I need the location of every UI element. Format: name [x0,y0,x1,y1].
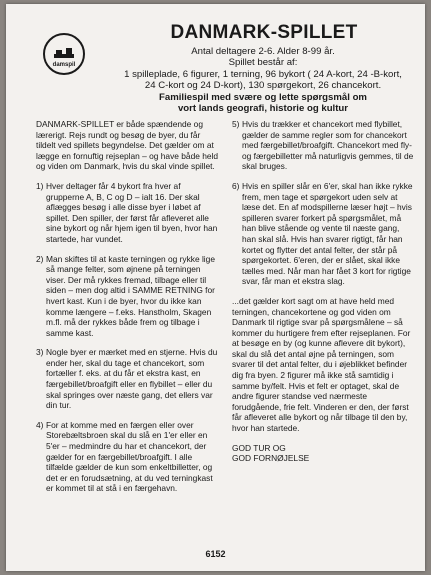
sign-off [232,443,414,464]
rule-item [232,181,414,287]
rule-item [36,254,219,339]
rule-text: Hvis du trækker et chancekort med flybillet, gælder de samme regler som for chancekort med færgebillet/broafgift. Chancekort med fly- og færgebilletter må naturligvis gemmes, til de skal bruges. [242,119,414,172]
rule-number: 5) [232,119,240,129]
sign-off-line-2: GOD FORNØJELSE [232,453,310,464]
tagline-1: Familiespil med svære og lette spørgsmål om [159,91,367,103]
product-code: 6152 [205,549,226,559]
page-title: DANMARK-SPILLET [170,22,358,43]
rule-text: For at komme med en færgen eller over Storebæltsbroen skal du slå en 1'er eller en 5'er – medmindre du har et chancekort, der gælder for en færgebillet/broafgift. I alle tilfælde gælder de kun som enkeltbilletter, og det er en forudsætning, at du ved terningkast er kommet til at stå i en færgehavn. [46,419,213,494]
contents-heading: Spillet består af: [228,57,298,69]
rule-item [36,420,219,494]
contents-line-2: 24 C-kort og 24 D-kort), 130 spørgekort, 26 chancekort. [144,80,382,92]
game-info [102,46,424,114]
rule-item [36,181,219,245]
sign-off-line-1: GOD TUR OG [232,442,286,453]
logo-text: damspil [52,62,76,68]
contents-line-1: 1 spilleplade, 6 figurer, 1 terning, 96 bykort ( 24 A-kort, 24 -B-kort, [124,68,402,80]
rule-item [36,347,219,411]
rule-text: Hver deltager får 4 bykort fra hver af grupperne A, B, C og D – ialt 16. Der skal aflægges besøg i alle disse byer i løbet af spillet. Den spiller, der først får afleveret alle sine bykort og når hjem igen til byen, hvor han startede, har vundet. [46,180,218,244]
closing-paragraph: ...det gælder kort sagt om at have held med terningen, chancekortene og god viden om Danmark til rigtige svar på spørgsmålene – så kommer du hurtigere frem efter rejseplanen. For at besøge en by (og kunne aflevere dit bykort), skal du slå det antal øjne på terningen, som svarer til det antal felter, du i øjeblikket befinder dig fra byen. 2 figurer må ikke stå samtidig i samme by/felt. Hvis et felt er optaget, skal de andre figurer standse ved nærmeste forudgående, frie felt. Vinderen er den, der først får afleveret alle bykort og når tilbage til den by, hvor han startede. [232,295,411,434]
rule-number: 1) [36,180,44,191]
rule-text: Nogle byer er mærket med en stjerne. Hvis du ender her, skal du tage et chancekort, som fortæller f. eks. at du får et ekstra kast, en færgebillet/broafgift eller en flybillet – eller du skal springes over næste gang, det ellers var din tur. [46,347,218,411]
rule-item [232,119,414,172]
damspil-logo [42,32,86,76]
rules-sheet [6,4,425,571]
rule-number: 4) [36,419,44,430]
right-column [232,119,414,464]
left-column [36,119,219,503]
players-age: Antal deltagere 2-6. Alder 8-99 år. [191,46,335,57]
intro-paragraph: DANMARK-SPILLET er både spændende og lærerigt. Rejs rundt og besøg de byer, du får tildelt ved spillets begyndelse. Det gælder om at lægge en fornuftig rejseplan – og have både held og viden om Danmark, hvis du skal vinde spillet. [36,119,219,172]
rule-number: 3) [36,347,44,358]
rule-number: 2) [36,253,44,264]
tagline-2: vort lands geografi, historie og kultur [177,103,349,115]
rule-text: Man skiftes til at kaste terningen og rykke lige så mange felter, som øjnene på terningen viser. Der må rykkes fremad, tilbage eller til siden – men dog altid i SAMME RETNING for hvert kast. Kun i de byer, hvor du ikke kan komme længere – f.eks. Hanstholm, Skagen m.fl. må der rykkes både frem og tilbage i samme kast. [46,253,215,338]
rule-number: 6) [232,180,240,191]
rule-text: Hvis en spiller slår en 6'er, skal han ikke rykke frem, men tage et spørgekort uden selv at læse det. En af modspillerne læser højt – hvis spilleren svarer forkert på spørgsmålet, må han blive stående og vente til næste gang, han skal slå. Hvis han svarer rigtigt, får han kortet og flytter det antal felter, der står på spørgekortet. 6'eren, der er slået, skal ikke tælles med. Når man har fået 3 kort for rigtige svar, får man et ekstra slag. [242,180,413,287]
